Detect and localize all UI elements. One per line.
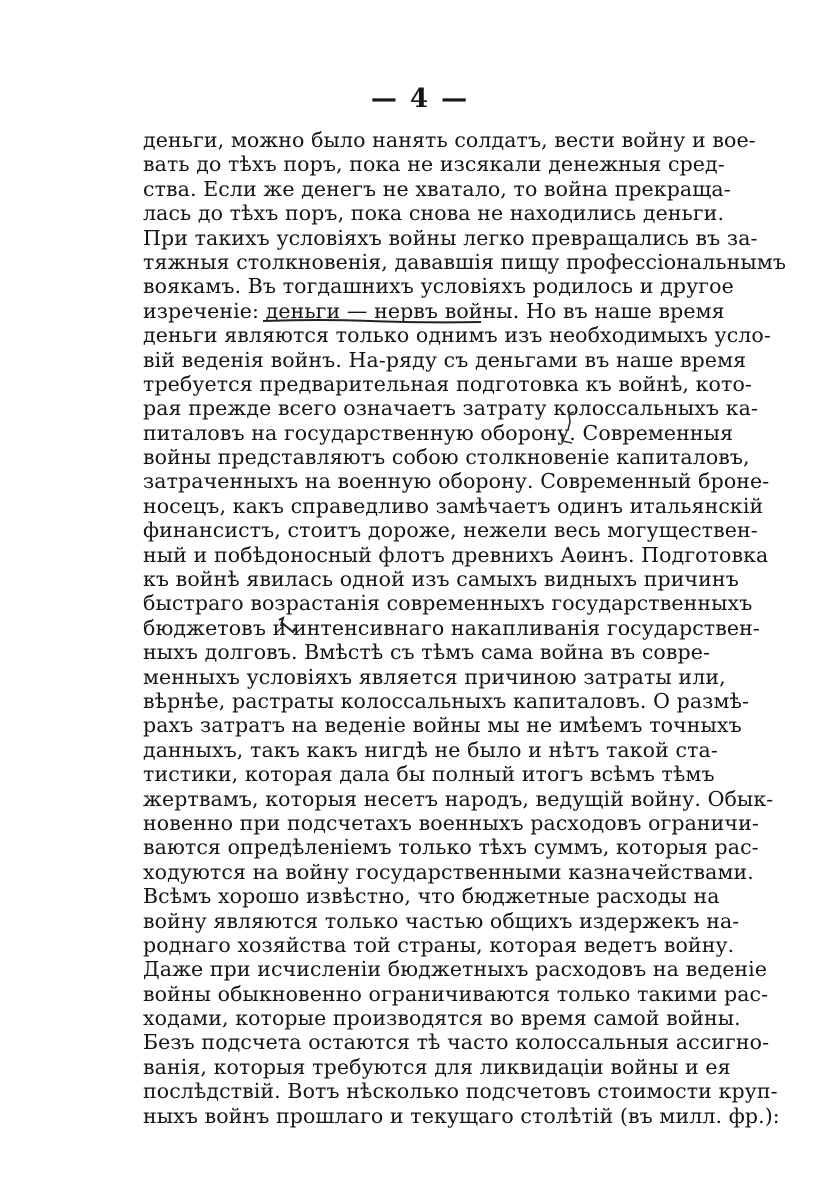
text-line: войны представляютъ собою столкновеніе капиталовъ, bbox=[143, 445, 750, 470]
text-line: деньги являются только однимъ изъ необходимыхъ усло- bbox=[143, 323, 771, 348]
text-line: ванія, которыя требуются для ликвидаціи войны и ея bbox=[143, 1054, 731, 1079]
text-line: ныхъ долговъ. Вмѣстѣ съ тѣмъ сама война въ совре- bbox=[143, 640, 710, 665]
text-line: рахъ затратъ на веденіе войны мы не имѣемъ точныхъ bbox=[143, 713, 742, 738]
text-line: ходуются на войну государственными казначействами. bbox=[143, 859, 754, 884]
body-text bbox=[143, 128, 787, 1128]
text-line: Безъ подсчета остаются тѣ часто колоссальныя ассигно- bbox=[143, 1030, 770, 1055]
text-line: къ войнѣ явилась одной изъ самыхъ видныхъ причинъ bbox=[143, 567, 739, 592]
text-line: бюджетовъ и интенсивнаго накапливанія государствен- bbox=[143, 615, 760, 640]
text-line: вѣрнѣе, растраты колоссальныхъ капиталовъ. О размѣ- bbox=[143, 688, 749, 713]
text-line: вать до тѣхъ поръ, пока не изсякали денежныя сред- bbox=[143, 152, 725, 177]
text-line: вій веденія войнъ. На-ряду съ деньгами въ наше время bbox=[143, 347, 747, 372]
text-line: войны обыкновенно ограничиваются только такими рас- bbox=[143, 981, 769, 1006]
text-line-with-underline bbox=[143, 298, 725, 323]
text-line: жертвамъ, которыя несетъ народъ, ведущій войну. Обык- bbox=[143, 786, 774, 811]
text-line: ный и побѣдоносный флотъ древнихъ Аѳинъ. Подготовка bbox=[143, 542, 769, 567]
text-line: деньги, можно было нанять солдатъ, вести войну и вое- bbox=[143, 128, 756, 152]
text-line: лась до тѣхъ поръ, пока снова не находились деньги. bbox=[143, 201, 725, 226]
text-line: требуется предварительная подготовка къ войнѣ, кото- bbox=[143, 371, 752, 396]
text-line: ныхъ войнъ прошлаго и текущаго столѣтій (въ милл. фр.): bbox=[143, 1103, 780, 1128]
text-line: роднаго хозяйства той страны, которая ведетъ войну. bbox=[143, 932, 735, 957]
text-line: новенно при подсчетахъ военныхъ расходовъ ограничи- bbox=[143, 810, 759, 835]
text-line: воякамъ. Въ тогдашнихъ условіяхъ родилось и другое bbox=[143, 274, 734, 299]
text-line: Всѣмъ хорошо извѣстно, что бюджетные расходы на bbox=[143, 884, 720, 909]
text-line: ваются опредѣленіемъ только тѣхъ суммъ, которыя рас- bbox=[143, 835, 759, 860]
text-line: быстраго возрастанія современныхъ государственныхъ bbox=[143, 591, 753, 616]
text-line: финансистъ, стоитъ дороже, нежели весь могуществен- bbox=[143, 518, 758, 543]
text-line: рая прежде всего означаетъ затрату колоссальныхъ ка- bbox=[143, 396, 758, 421]
text-line: послѣдствій. Вотъ нѣсколько подсчетовъ стоимости круп- bbox=[143, 1079, 778, 1104]
text-line: данныхъ, такъ какъ нигдѣ не было и нѣтъ такой ста- bbox=[143, 737, 718, 762]
text-line: При такихъ условіяхъ войны легко превращались въ за- bbox=[143, 225, 758, 250]
text-line: затраченныхъ на военную оборону. Современный броне- bbox=[143, 469, 770, 494]
text-line: менныхъ условіяхъ является причиною затраты или, bbox=[143, 664, 726, 689]
text-line: ходами, которые производятся во время самой войны. bbox=[143, 1006, 741, 1031]
text-line: ства. Если же денегъ не хватало, то война прекраща- bbox=[143, 176, 731, 201]
text-line: питаловъ на государственную оборону. Современныя bbox=[143, 420, 734, 445]
text-line: войну являются только частью общихъ издержекъ на- bbox=[143, 908, 740, 933]
text-line: носецъ, какъ справедливо замѣчаетъ одинъ итальянскій bbox=[143, 493, 764, 518]
text-line: тистики, которая дала бы полный итогъ всѣмъ тѣмъ bbox=[143, 762, 715, 787]
text-line: изреченіе: деньги — нервъ войны. Но въ наше время bbox=[143, 298, 725, 323]
text-line: тяжныя столкновенія, дававшія пищу профессіональнымъ bbox=[143, 249, 787, 274]
text-line: Даже при исчисленіи бюджетныхъ расходовъ на веденіе bbox=[143, 957, 768, 982]
page-number: — 4 — bbox=[370, 84, 470, 114]
